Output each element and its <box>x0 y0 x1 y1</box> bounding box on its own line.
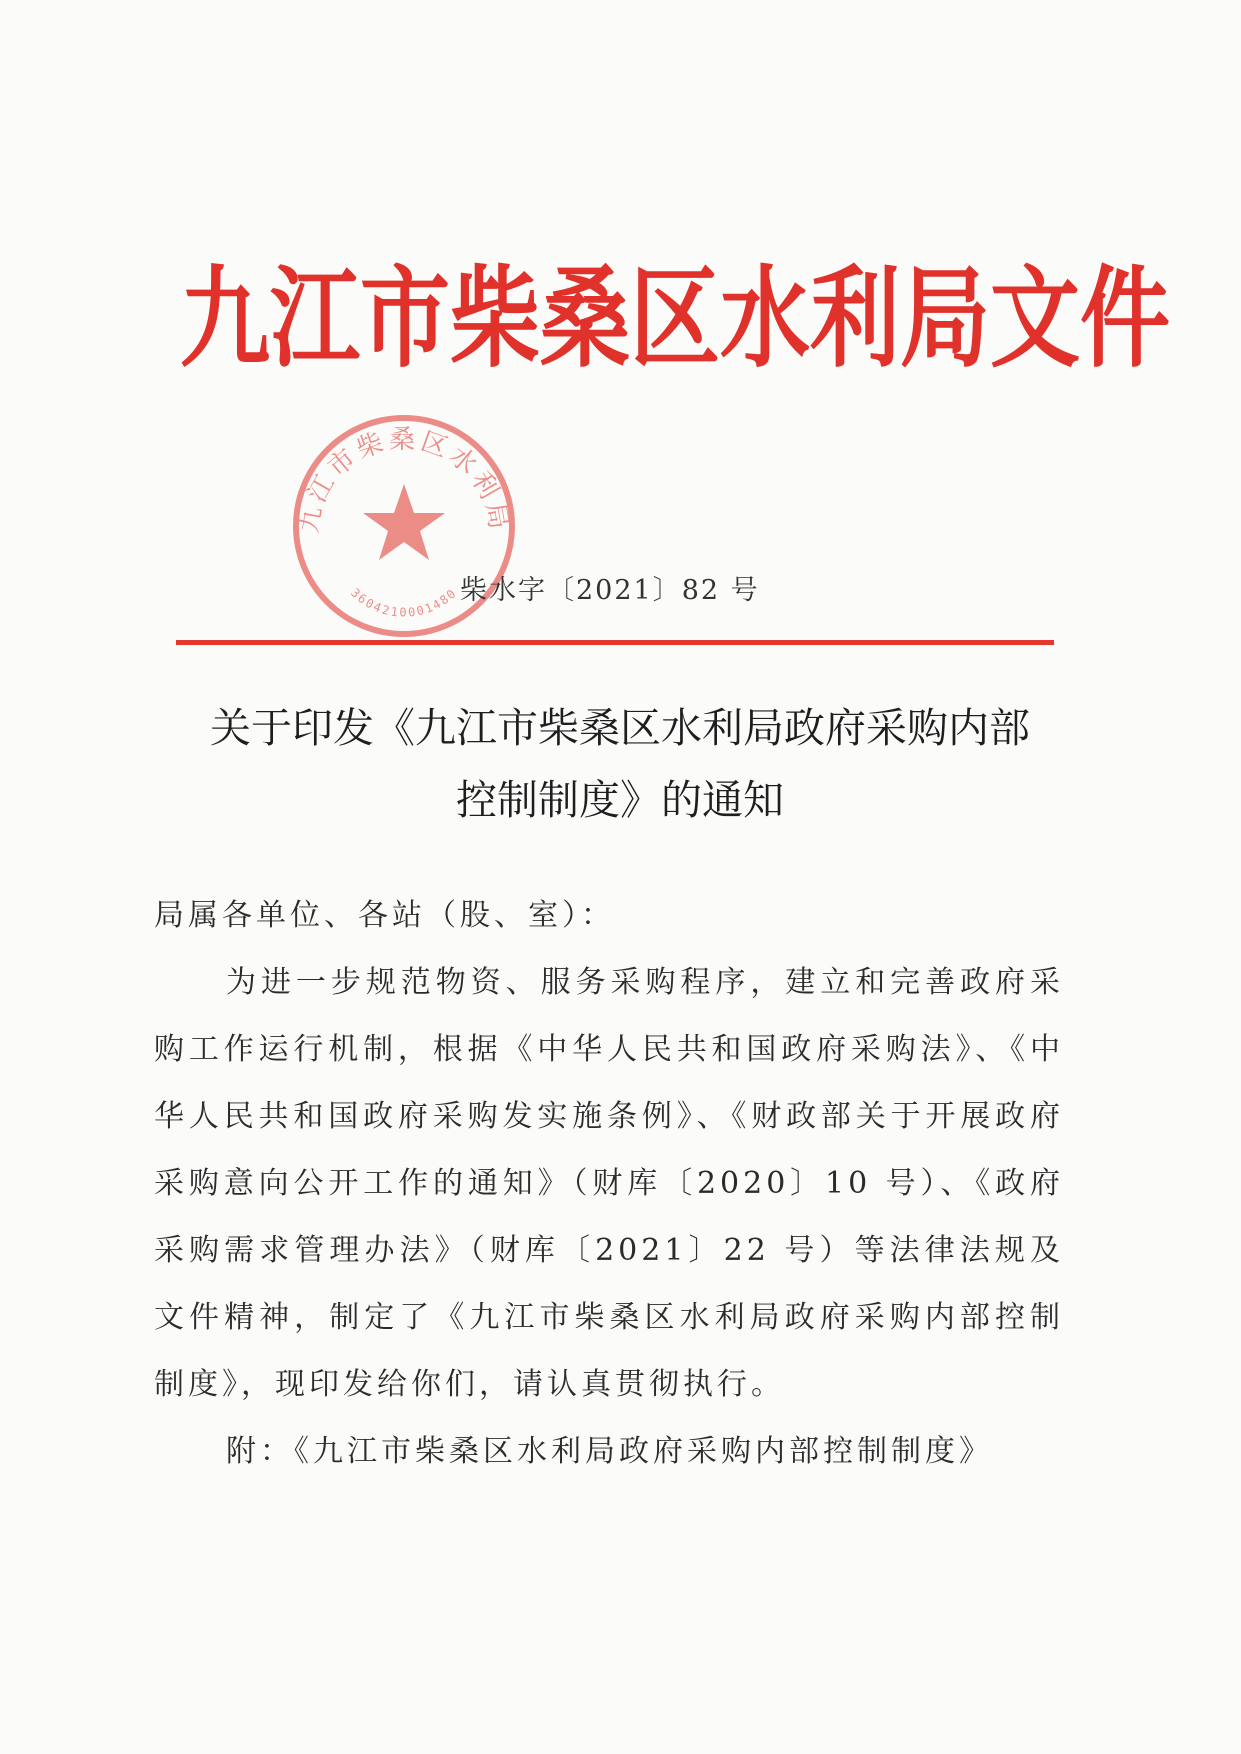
salutation: 局属各单位、各站（股、室）： <box>154 898 615 933</box>
seal-ring-text: 九江市柴桑区水利局 <box>294 425 514 536</box>
red-divider-line <box>176 640 1054 645</box>
attachment-line: 附：《九江市柴桑区水利局政府采购内部控制制度》 <box>226 1434 993 1469</box>
svg-text:3604210001480 <box>348 586 460 620</box>
masthead: 九江市柴桑区水利局文件 <box>180 255 1170 384</box>
seal-serial: 3604210001480 <box>348 585 460 620</box>
title-line-2: 控制制度》的通知 <box>456 776 784 824</box>
official-seal-icon <box>288 410 520 642</box>
document-body <box>154 882 1064 1485</box>
title-line-1: 关于印发《九江市柴桑区水利局政府采购内部 <box>210 704 1030 752</box>
document-title <box>150 692 1090 836</box>
body-paragraph: 为进一步规范物资、服务采购程序，建立和完善政府采购工作运行机制，根据《中华人民共和国政府采购法》、《中华人民共和国政府采购发实施条例》、《财政部关于开展政府采购意向公开工作的通知》（财库〔2020〕10 号）、《政府采购需求管理办法》（财库〔2021〕22 号）等法律法规及文件精神，制定了《九江市柴桑区水利局政府采购内部控制制度》，现印发给你们，请认真贯彻执行。 <box>154 965 1064 1402</box>
document-number: 柴水字〔2021〕82 号 <box>460 575 760 606</box>
